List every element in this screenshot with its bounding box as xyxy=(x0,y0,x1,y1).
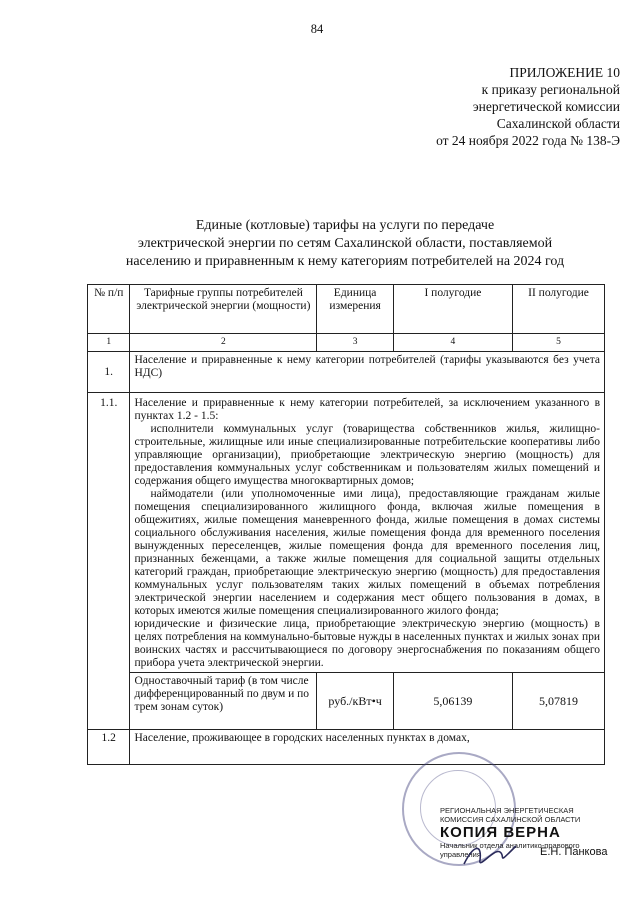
appendix-line: к приказу региональной xyxy=(481,82,620,97)
appendix-line: энергетической комиссии xyxy=(472,99,620,114)
document-title-line: населению и приравненным к нему категориям потребителей на 2024 год xyxy=(125,254,565,269)
tariff-half2-value: 5,07819 xyxy=(513,673,605,730)
row-number: 1.2 xyxy=(88,730,130,765)
header-half1: I полугодие xyxy=(393,285,512,334)
document-title xyxy=(80,217,610,271)
stamp-org-line: РЕГИОНАЛЬНАЯ ЭНЕРГЕТИЧЕСКАЯ КОМИССИЯ САХАЛИНСКОЙ ОБЛАСТИ xyxy=(440,806,581,824)
document-title-line: электрической энергии по сетям Сахалинской области, поставляемой xyxy=(137,236,553,251)
header-number: № п/п xyxy=(88,285,130,334)
tariff-half1-value: 5,06139 xyxy=(393,673,512,730)
row-number: 1.1. xyxy=(88,393,130,730)
tariff-table xyxy=(87,284,605,765)
header-unit: Единица измерения xyxy=(317,285,394,334)
row-paragraph: исполнители коммунальных услуг (товарищества собственников жилья, жилищно-строительные, жилищные или иные специализированные потребительские кооперативы либо управляющие организации), приобретающие электрическую энергию (мощность) для предоставления коммунальных услуг собственникам и пользователям жилых помещений и содержания общего имущества многоквартирных домов; xyxy=(134,423,600,487)
table-header-row xyxy=(88,285,605,334)
row-paragraph: юридические и физические лица, приобретающие электрическую энергию (мощность) в целях потребления на коммунально-бытовые нужды в населенных пунктах и жилых зонах при воинских частях и рассчитывающиеся по договору энергоснабжения по показаниям общего прибора учета электрической энергии. xyxy=(134,618,600,669)
row-description xyxy=(130,393,605,673)
handwritten-signature xyxy=(460,838,520,874)
document-title-line: Единые (котловые) тарифы на услуги по передаче xyxy=(195,218,495,233)
table-row xyxy=(88,730,605,765)
header-group: Тарифные группы потребителей электрической энергии (мощности) xyxy=(130,285,317,334)
index-cell: 2 xyxy=(130,334,317,352)
stamp-signer-name: Е.Н. Панкова xyxy=(540,846,608,858)
table-row xyxy=(88,393,605,673)
row-text: Население и приравненные к нему категории потребителей (тарифы указываются без учета НДС) xyxy=(130,352,605,393)
stamp-copy-title: КОПИЯ ВЕРНА xyxy=(440,824,561,841)
appendix-line: от 24 ноября 2022 года № 138-Э xyxy=(436,133,620,148)
row-paragraph: наймодатели (или уполномоченные ими лица), предоставляющие гражданам жилые помещения специализированного жилищного фонда, включая жилые помещения в общежитиях, жилые помещения маневренного фонда, жилые помещения в домах системы социального обслуживания населения, жилые помещения фонда для временного поселения вынужденных переселенцев, жилые помещения фонда для временного поселения лиц, признанных беженцами, а также жилые помещения для социальной защиты отдельных категорий граждан, приобретающие электрическую энергию (мощность) для предоставления коммунальных услуг пользователям таких жилых помещений в объемах потребления электрической энергии населением и содержания мест общего пользования в домах, в которых имеются жилые помещения специализированного жилого фонда; xyxy=(134,488,600,617)
row-text: Население, проживающее в городских населенных пунктах в домах, xyxy=(130,730,605,765)
tariff-value-row xyxy=(88,673,605,730)
index-cell: 1 xyxy=(88,334,130,352)
index-cell: 3 xyxy=(317,334,394,352)
index-cell: 4 xyxy=(393,334,512,352)
index-cell: 5 xyxy=(513,334,605,352)
row-paragraph: Население и приравненные к нему категории потребителей, за исключением указанного в пунктах 1.2 - 1.5: xyxy=(134,397,600,422)
appendix-title: ПРИЛОЖЕНИЕ 10 xyxy=(509,65,620,80)
tariff-unit: руб./кВт•ч xyxy=(317,673,394,730)
table-index-row xyxy=(88,334,605,352)
header-half2: II полугодие xyxy=(513,285,605,334)
appendix-line: Сахалинской области xyxy=(496,116,620,131)
appendix-header xyxy=(330,64,620,149)
page-number: 84 xyxy=(310,22,324,36)
tariff-label: Одноставочный тариф (в том числе дифференцированный по двум и по трем зонам суток) xyxy=(130,673,317,730)
stamp-position-line: Начальник отдела аналитико-правового управления xyxy=(440,841,580,859)
table-row xyxy=(88,352,605,393)
row-number: 1. xyxy=(88,352,130,393)
